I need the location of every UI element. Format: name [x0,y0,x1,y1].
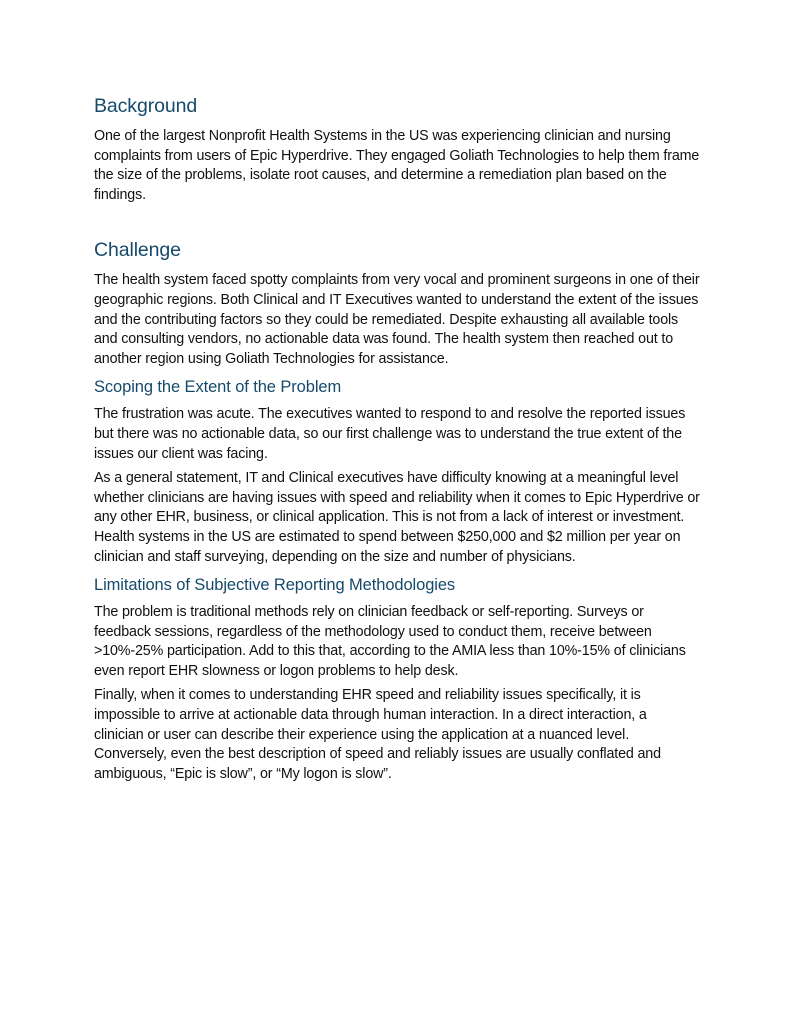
scoping-paragraph-1: The frustration was acute. The executives wanted to respond to and resolve the reported issues but there was no actionable data, so our first challenge was to understand the true extent of the issues our client was facing. [94,406,686,462]
background-heading: Background [94,95,198,117]
limitations-paragraph-1: The problem is traditional methods rely on clinician feedback or self-reporting. Surveys or feedback sessions, regardless of the methodology used to conduct them, receive between >10%-25% participation. Add to this that, according to the AMIA less than 10%-15% of clinicians even report EHR slowness or logon problems to help desk. [94,604,686,679]
limitations-paragraph-2: Finally, when it comes to understanding EHR speed and reliability issues specifically, it is impossible to arrive at actionable data through human interaction. In a direct interaction, a clinician or user can describe their experience using the application at a nuanced level. Conversely, even the best description of speed and reliably issues are usually conflated and ambiguous, “Epic is slow”, or “My logon is slow”. [94,687,661,782]
background-paragraph-1: One of the largest Nonprofit Health Systems in the US was experiencing clinician and nursing complaints from users of Epic Hyperdrive. They engaged Goliath Technologies to help them frame the size of the problems, isolate root causes, and determine a remediation plan based on the findings. [94,128,700,203]
challenge-heading: Challenge [94,239,181,262]
challenge-paragraph-1: The health system faced spotty complaints from very vocal and prominent surgeons in one of their geographic regions. Both Clinical and IT Executives wanted to understand the extent of the issues and the contributing factors so they could be remediated. Despite exhausting all available tools and consulting vendors, no actionable data was found. The health system then reached out to another region using Goliath Technologies for assistance. [94,272,700,367]
scoping-heading: Scoping the Extent of the Problem [94,378,342,397]
section-spacer [94,210,700,237]
scoping-paragraph-2: As a general statement, IT and Clinical executives have difficulty knowing at a meaningful level whether clinicians are having issues with speed and reliability when it comes to Epic Hyperdrive or any other EHR, business, or clinical application. This is not from a lack of interest or investment. Health systems in the US are estimated to spend between $250,000 and $2 million per year on clinician and staff surveying, depending on the size and number of physicians. [94,470,700,565]
document-page [94,93,700,789]
limitations-heading: Limitations of Subjective Reporting Methodologies [94,576,456,595]
